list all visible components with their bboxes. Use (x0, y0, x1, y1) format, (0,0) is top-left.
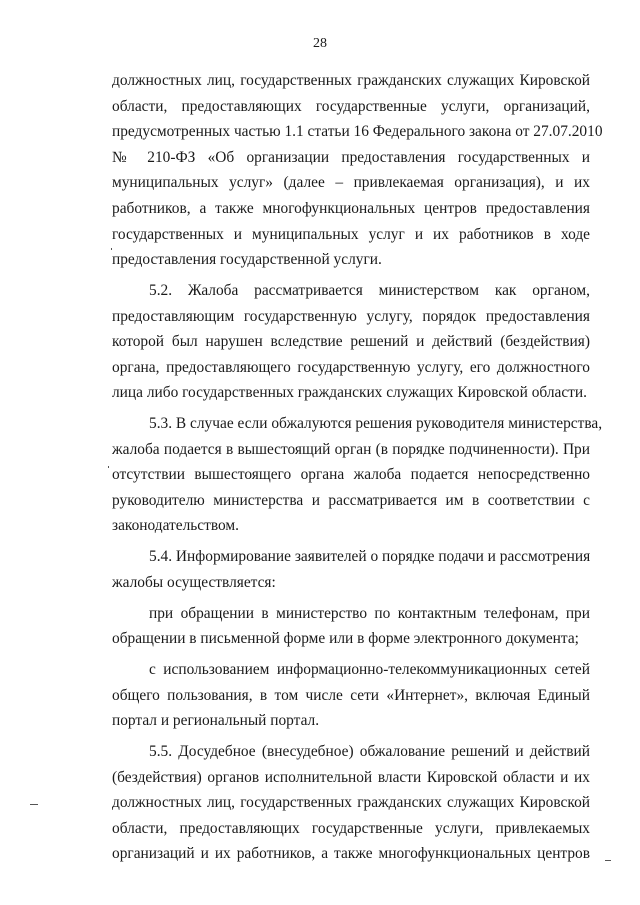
text-line: области, предоставляющих государственные услуги, привлекаемых (112, 819, 590, 837)
scan-speck (605, 860, 611, 861)
text-line: при обращении в министерство по контактным телефонам, при (149, 604, 590, 622)
text-line: организаций и их работников, а также многофункциональных центров (112, 845, 590, 863)
text-line: обращении в письменной форме или в форме электронного документа; (112, 630, 579, 648)
text-line: предоставления государственной услуги. (112, 251, 382, 269)
scan-speck (111, 248, 112, 250)
text-line: 5.5. Досудебное (внесудебное) обжалование решений и действий (149, 742, 590, 760)
text-line: отсутствии вышестоящего органа жалоба подается непосредственно (112, 466, 590, 484)
text-line: № 210-ФЗ «Об организации предоставления государственных и (112, 148, 590, 166)
text-line: портал и региональный портал. (112, 712, 320, 730)
text-line: жалоба подается в вышестоящий орган (в порядке подчиненности). При (112, 440, 590, 458)
text-line: органа, предоставляющего государственную услугу, его должностного (112, 358, 590, 376)
page-number: 28 (313, 36, 327, 51)
text-line: должностных лиц, государственных гражданских служащих Кировской (112, 72, 590, 89)
text-line: работников, а также многофункциональных центров предоставления (112, 199, 590, 217)
text-line: государственных и муниципальных услуг и их работников в ходе (112, 225, 590, 243)
text-line: 5.4. Информирование заявителей о порядке подачи и рассмотрения (149, 548, 591, 566)
text-line: жалобы осуществляется: (112, 573, 276, 591)
text-line: области, предоставляющих государственные услуги, организаций, (112, 97, 590, 115)
text-line: руководителю министерства и рассматривается им в соответствии с (112, 491, 590, 509)
text-line: должностных лиц, государственных гражданских служащих Кировской (112, 794, 590, 812)
scan-speck (108, 466, 109, 468)
document-body (112, 68, 603, 867)
text-line: законодательством. (112, 517, 240, 535)
text-line: (бездействия) органов исполнительной власти Кировской области и их (112, 768, 590, 786)
text-line: предоставляющим государственную услугу, порядок предоставления (112, 307, 590, 325)
text-line: которой был нарушен вследствие решений и действий (бездействия) (112, 333, 590, 351)
text-line: общего пользования, в том числе сети «Интернет», включая Единый (112, 686, 590, 704)
text-line: предусмотренных частью 1.1 статьи 16 Федерального закона от 27.07.2010 (112, 123, 603, 141)
text-line: муниципальных услуг» (далее – привлекаемая организация), и их (112, 174, 590, 192)
scan-speck (30, 804, 38, 805)
text-line: с использованием информационно-телекоммуникационных сетей (149, 661, 590, 678)
text-line: лица либо государственных гражданских служащих Кировской области. (112, 384, 587, 402)
text-line: 5.2. Жалоба рассматривается министерством как органом, (149, 281, 590, 299)
text-line: 5.3. В случае если обжалуются решения руководителя министерства, (149, 415, 603, 433)
